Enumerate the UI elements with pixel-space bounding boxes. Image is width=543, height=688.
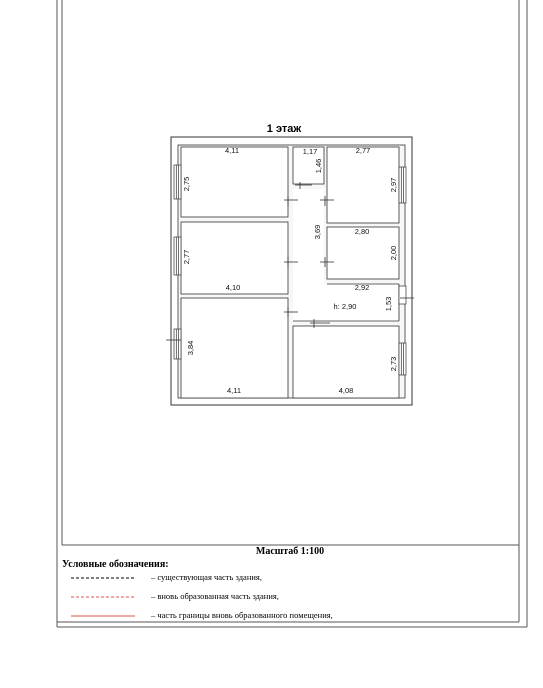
- dim-corridor-width: 1,17: [302, 147, 318, 156]
- dim-room3-height: 2,00: [389, 245, 398, 261]
- dim-room5-width: 4,11: [226, 386, 242, 395]
- dim-room1-width: 4,11: [224, 146, 240, 155]
- room-5: [181, 298, 288, 398]
- dim-room3-width: 2,80: [354, 227, 370, 236]
- legend-text-boundary: – часть границы вновь образованного помещения,: [151, 610, 333, 620]
- legend-heading: Условные обозначения:: [62, 559, 169, 570]
- legend: [62, 559, 333, 620]
- floor-title: 1 этаж: [266, 123, 302, 135]
- scale-label: Масштаб 1:100: [255, 546, 325, 557]
- dim-corridor-long: 3,69: [313, 224, 322, 240]
- dim-room4-height: 2,77: [182, 249, 191, 265]
- room-height-label: h: 2,90: [333, 302, 357, 311]
- room-1: [181, 147, 288, 217]
- dim-corridor-height: 1,46: [314, 158, 323, 174]
- dim-small-width: 2,92: [354, 283, 370, 292]
- dim-room1-height: 2,75: [182, 176, 191, 192]
- dim-room2-height: 2,97: [389, 177, 398, 193]
- dim-room4-width: 4,10: [225, 283, 241, 292]
- dim-room5-height: 3,84: [186, 340, 195, 356]
- dim-room6-width: 4,08: [338, 386, 354, 395]
- dim-small-height: 1,53: [384, 296, 393, 312]
- legend-text-existing: – существующая часть здания,: [151, 572, 262, 582]
- legend-text-new: – вновь образованная часть здания,: [151, 591, 279, 601]
- floor-plan: [166, 137, 414, 405]
- dim-room2-width: 2,77: [355, 146, 371, 155]
- dim-room6-height: 2,73: [389, 356, 398, 372]
